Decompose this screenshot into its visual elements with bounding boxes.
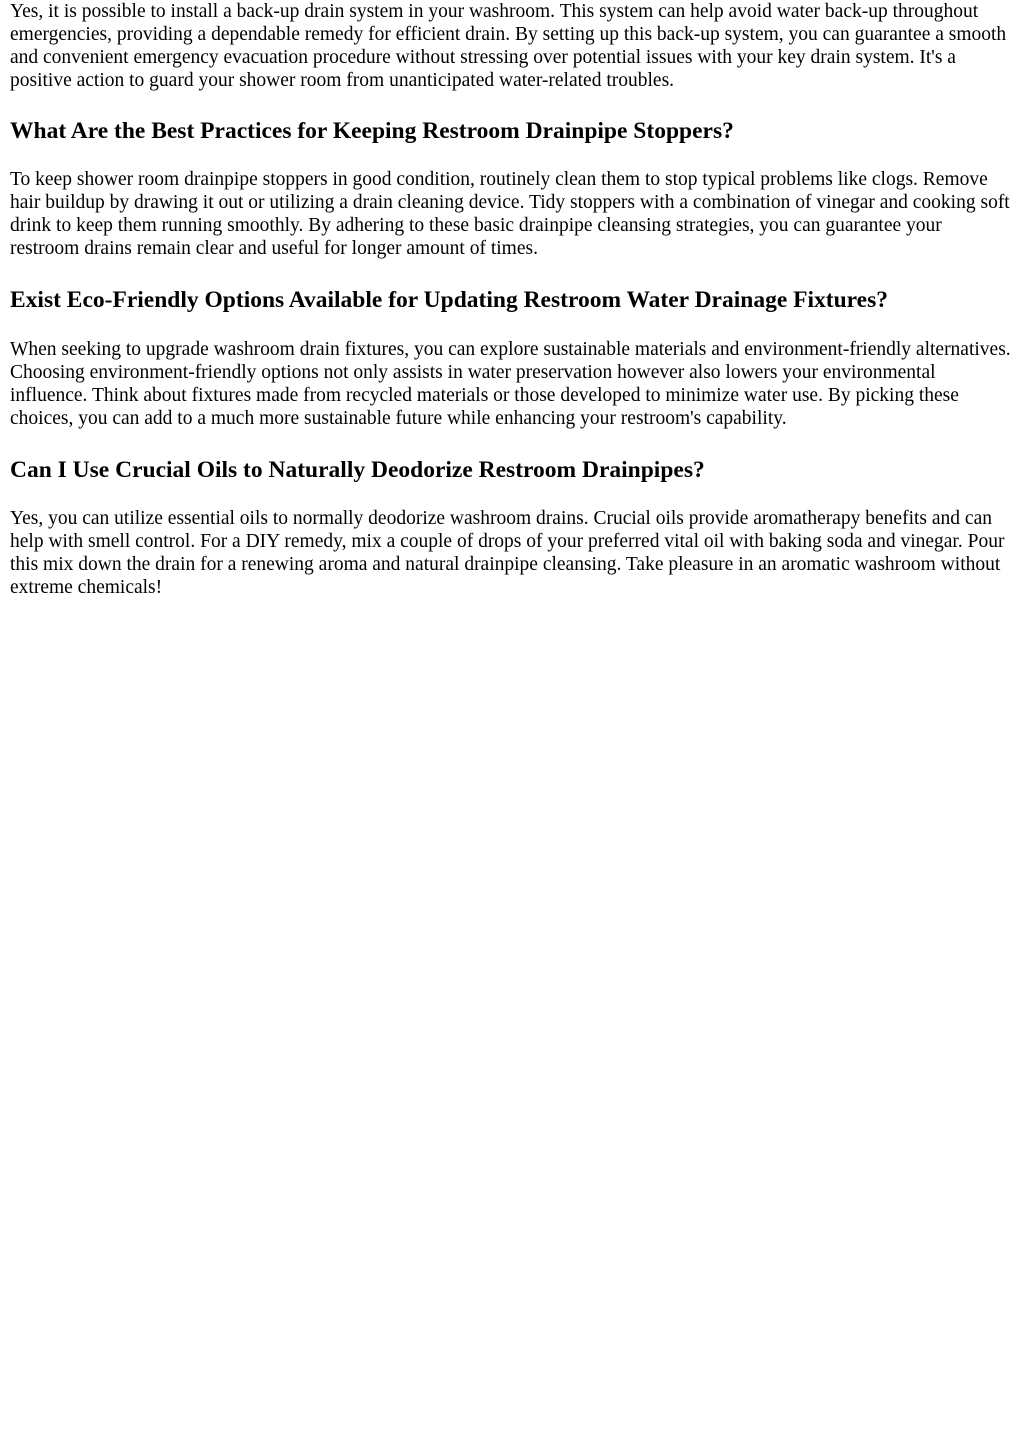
section-paragraph-essential-oils: Yes, you can utilize essential oils to normally deodorize washroom drains. Crucial oils provide aromatherapy benefits and can help with smell control. For a DIY remedy, mix a couple of drops of your preferred vital oil with baking soda and vinegar. Pour this mix down the drain for a renewing aroma and natural drainpipe cleansing. Take pleasure in an aromatic washroom without extreme chemicals! [10,508,1005,598]
section-heading-essential-oils: Can I Use Crucial Oils to Naturally Deodorize Restroom Drainpipes? [10,457,705,483]
section-heading-eco-friendly-fixtures: Exist Eco-Friendly Options Available for Updating Restroom Water Drainage Fixtures? [10,287,888,313]
section-heading-drain-stoppers: What Are the Best Practices for Keeping Restroom Drainpipe Stoppers? [10,118,734,144]
section-paragraph-eco-friendly-fixtures: When seeking to upgrade washroom drain fixtures, you can explore sustainable materials and environment-friendly alternatives. Choosing environment-friendly options not only assists in water preservation however also lowers your environmental influence. Think about fixtures made from recycled materials or those developed to minimize water use. By picking these choices, you can add to a much more sustainable future while enhancing your restroom's capability. [10,339,1011,429]
intro-paragraph: Yes, it is possible to install a back-up drain system in your washroom. This system can help avoid water back-up throughout emergencies, providing a dependable remedy for efficient drain. By setting up this back-up system, you can guarantee a smooth and convenient emergency evacuation procedure without stressing over potential issues with your key drain system. It's a positive action to guard your shower room from unanticipated water-related troubles. [10,1,1007,91]
section-paragraph-drain-stoppers: To keep shower room drainpipe stoppers in good condition, routinely clean them to stop typical problems like clogs. Remove hair buildup by drawing it out or utilizing a drain cleaning device. Tidy stoppers with a combination of vinegar and cooking soft drink to keep them running smoothly. By adhering to these basic drainpipe cleansing strategies, you can guarantee your restroom drains remain clear and useful for longer amount of times. [10,169,1010,259]
